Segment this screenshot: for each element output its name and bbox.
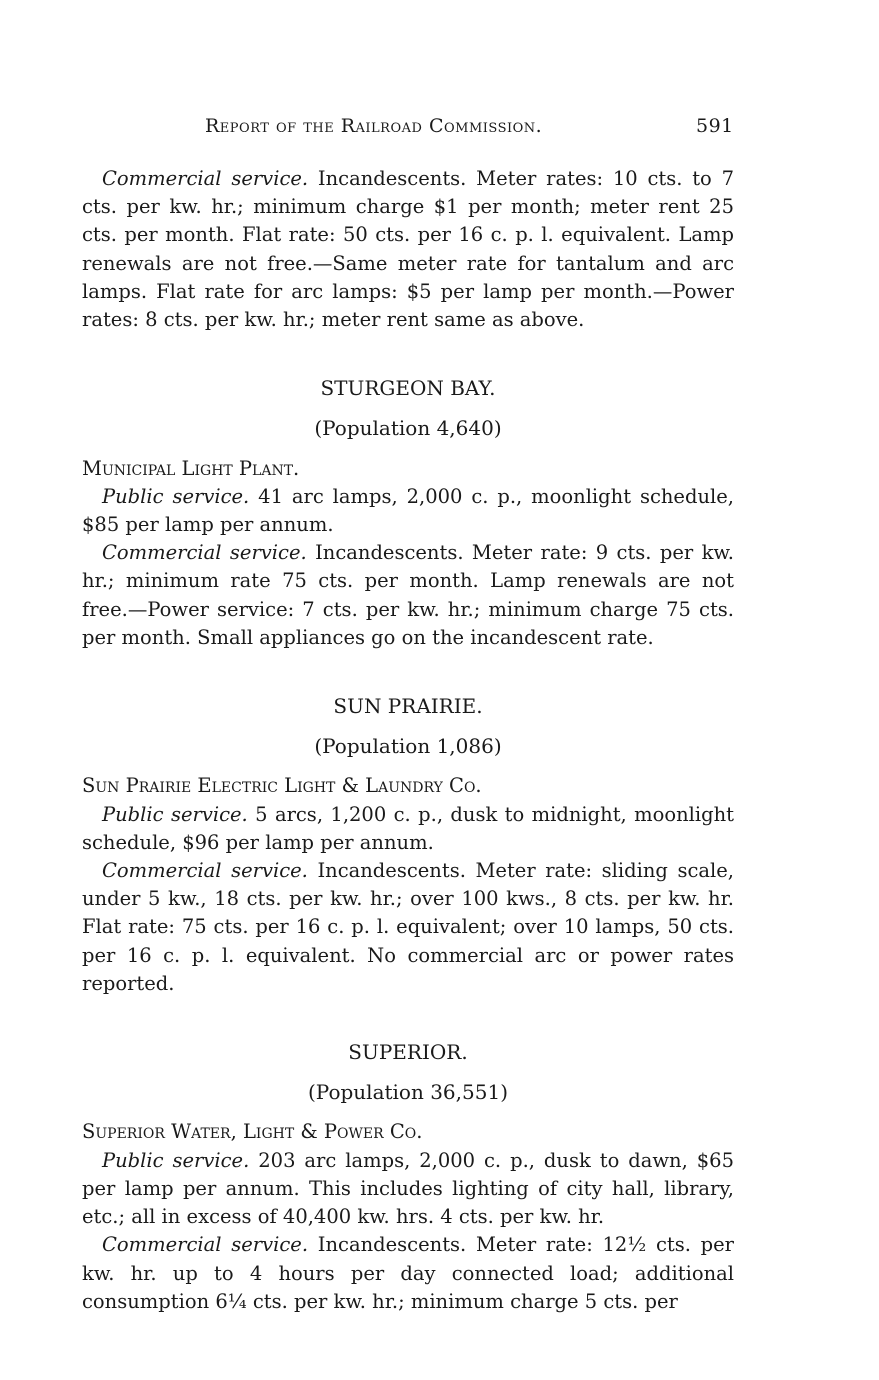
company-name-superior: Superior Water, Light & Power Co.	[82, 1120, 423, 1144]
population-sturgeon-bay: (Population 4,640)	[314, 416, 502, 441]
commercial-service-text: Incandescents. Meter rate: 12½ cts. per kw. hr. up to 4 hours per day connected load; additional consumption 6¼ cts. per kw. hr.; minimum charge 5 cts. per	[82, 1233, 734, 1313]
company-name-sun-prairie: Sun Prairie Electric Light & Laundry Co.	[82, 774, 482, 798]
population-superior: (Population 36,551)	[308, 1080, 508, 1105]
public-service-text: 5 arcs, 1,200 c. p., dusk to midnight, moonlight schedule, $96 per lamp per annum.	[82, 802, 734, 854]
commercial-service-text: Incandescents. Meter rate: sliding scale, under 5 kw., 18 cts. per kw. hr.; over 100 kws., 8 cts. per kw. hr. Flat rate: 75 cts. per 16 c. p. l. equivalent; over 10 lamps, 50 cts. per 16 c. p. l. equivalent. No commercial arc or power rates reported.	[82, 859, 734, 995]
town-heading-sturgeon-bay: STURGEON BAY.	[320, 376, 496, 401]
commercial-service-paragraph	[82, 857, 734, 998]
public-service-label: Public service.	[102, 1148, 250, 1172]
commercial-service-label: Commercial service.	[102, 859, 308, 883]
page-number: 591	[696, 115, 734, 137]
company-name-sturgeon-bay: Municipal Light Plant.	[82, 456, 300, 480]
public-service-text: 203 arc lamps, 2,000 c. p., dusk to dawn, $65 per lamp per annum. This includes lighting of city hall, library, etc.; all in excess of 40,400 kw. hrs. 4 cts. per kw. hr.	[82, 1148, 734, 1229]
running-title: Report of the Railroad Commission.	[205, 115, 543, 137]
intro-commercial-paragraph	[82, 165, 734, 334]
commercial-service-paragraph	[82, 1231, 734, 1316]
commercial-service-text: Incandescents. Meter rates: 10 cts. to 7 cts. per kw. hr.; minimum charge $1 per month; meter rent 25 cts. per month. Flat rate: 50 cts. per 16 c. p. l. equivalent. Lamp renewals are not free.—Same meter rate for tantalum and arc lamps. Flat rate for arc lamps: $5 per lamp per month.—Power rates: 8 cts. per kw. hr.; meter rent same as above.	[82, 167, 734, 332]
commercial-service-label: Commercial service.	[102, 1233, 309, 1257]
running-head	[0, 115, 879, 145]
commercial-service-label: Commercial service.	[102, 167, 309, 190]
commercial-service-paragraph	[82, 539, 734, 652]
public-service-paragraph	[82, 483, 734, 539]
public-service-text: 41 arc lamps, 2,000 c. p., moonlight schedule, $85 per lamp per annum.	[82, 484, 734, 537]
public-service-label: Public service.	[102, 802, 248, 826]
town-heading-superior: SUPERIOR.	[348, 1040, 468, 1065]
commercial-service-label: Commercial service.	[102, 541, 307, 565]
town-heading-sun-prairie: SUN PRAIRIE.	[333, 694, 483, 719]
public-service-paragraph	[82, 801, 734, 857]
public-service-paragraph	[82, 1147, 734, 1232]
public-service-label: Public service.	[102, 484, 250, 508]
population-sun-prairie: (Population 1,086)	[314, 734, 502, 759]
body-text	[82, 165, 734, 1316]
commercial-service-text: Incandescents. Meter rate: 9 cts. per kw. hr.; minimum rate 75 cts. per month. Lamp renewals are not free.—Power service: 7 cts. per kw. hr.; minimum charge 75 cts. per month. Small appliances go on the incandescent rate.	[82, 541, 734, 649]
